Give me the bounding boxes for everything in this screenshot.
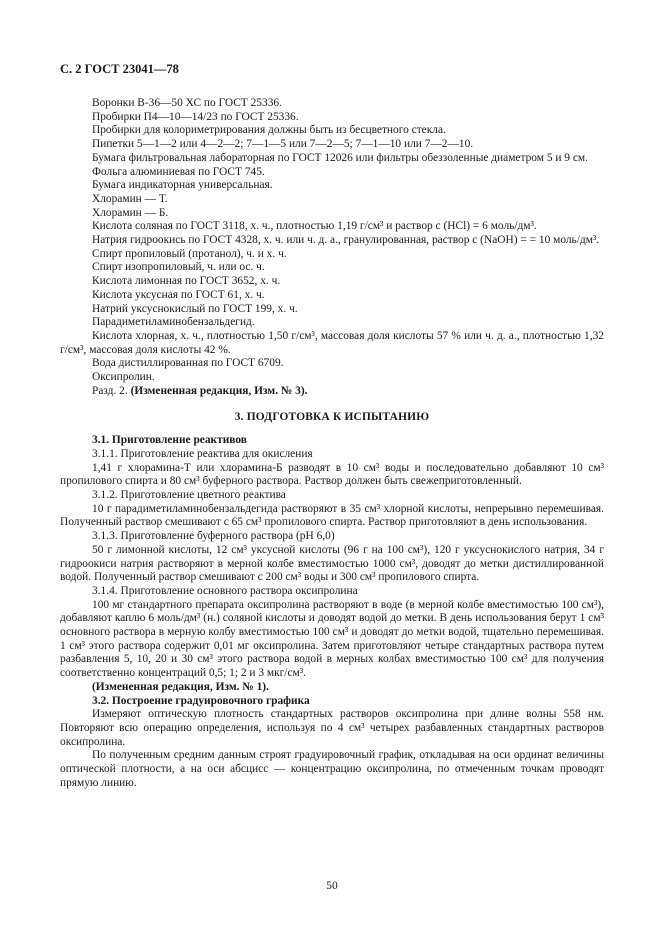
material-item: Кислота уксусная по ГОСТ 61, х. ч. — [92, 288, 265, 301]
section-3-title: 3. ПОДГОТОВКА К ИСПЫТАНИЮ — [234, 411, 430, 424]
material-item: Вода дистиллированная по ГОСТ 6709. — [92, 357, 284, 370]
material-item: Спирт изопропиловый, ч. или ос. ч. — [92, 261, 265, 274]
material-item: Пробирки для колориметрирования должны быть из бесцветного стекла. — [92, 124, 446, 137]
subsection-3-1-3-title: 3.1.3. Приготовление буферного раствора (рН 6,0) — [92, 530, 335, 543]
material-item: Кислота соляная по ГОСТ 3118, х. ч., плотностью 1,19 г/см³ и раствор c (HCl) = 6 моль/дм³. — [92, 220, 537, 233]
material-item: Оксипролин. — [92, 371, 155, 384]
subsection-3-1-2-title: 3.1.2. Приготовление цветного реактива — [92, 488, 286, 501]
subsection-3-1-4-title: 3.1.4. Приготовление основного раствора оксипролина — [92, 584, 358, 597]
subsection-3-1-1-title: 3.1.1. Приготовление реактива для окисления — [92, 447, 313, 460]
subsection-3-1-4-text: 100 мг стандартного препарата оксипролина растворяют в воде (в мерной колбе вместимостью 100 см³), добавляют каплю 6 моль/дм³ (н.) соляной кислоты и доводят водой до метки. В день использования берут 1 см³ основного раствора в мерную колбу вместимостью 100 см³ и доводят до метки водой, тщательно перемешивая. 1 см³ этого раствора содержит 0,01 мг оксипролина. Затем приготовляют четыре стандартных раствора путем разбавления 5, 10, 20 и 30 см³ этого раствора водой в мерных колбах вместимостью 100 см³ для получения соответственно концентраций 0,5; 1; 2 и 3 мкг/см³. — [60, 598, 604, 680]
page-header: С. 2 ГОСТ 23041—78 — [60, 62, 179, 76]
subsection-3-2-text-2: По полученным средним данным строят градуировочный график, откладывая на оси ординат величины оптической плотности, а на оси абсцисс — концентрацию оксипролина, по отмеченным точкам проводят прямую линию. — [60, 749, 604, 789]
material-item: Пробирки П4—10—14/23 по ГОСТ 25336. — [92, 110, 299, 123]
material-item: Кислота лимонная по ГОСТ 3652, х. ч. — [92, 275, 281, 288]
revision-note-section2 — [60, 385, 604, 399]
subsection-3-1-title: 3.1. Приготовление реактивов — [92, 434, 247, 447]
subsection-3-2-text-1: Измеряют оптическую плотность стандартных растворов оксипролина при длине волны 558 нм. Повторяют всю операцию определения, используя по 4 см³ четырех разбавленных стандартных растворов оксипролина. — [60, 708, 604, 748]
material-item: Фольга алюминиевая по ГОСТ 745. — [92, 165, 265, 178]
subsection-3-1-3-text: 50 г лимонной кислоты, 12 см³ уксусной кислоты (96 г на 100 см³), 120 г уксуснокислого натрия, 34 г гидроокиси натрия растворяют в мерной колбе вместимостью 1000 см³, доводят до метки дистиллированной водой. Полученный раствор смешивают с 200 см³ воды и 300 см³ пропилового спирта. — [60, 543, 604, 584]
materials-list — [60, 97, 604, 385]
material-item: Пипетки 5—1—2 или 4—2—2; 7—1—5 или 7—2—5; 7—1—10 или 7—2—10. — [92, 138, 474, 151]
material-item: Кислота хлорная, х. ч., плотностью 1,50 г/см³, массовая доля кислоты 57 % или ч. д. а., плотностью 1,32 г/см³, массовая доля кислоты 42 %. — [60, 329, 604, 356]
subsection-3-1-1-text: 1,41 г хлорамина-Т или хлорамина-Б разводят в 10 см³ воды и последовательно добавляют 10 см³ пропилового спирта и 80 см³ буферного раствора. Раствор должен быть свежеприготовленный. — [60, 461, 604, 488]
document-body — [60, 97, 604, 790]
material-item: Спирт пропиловый (протанол), ч. и х. ч. — [92, 247, 287, 260]
material-item: Бумага фильтровальная лабораторная по ГОСТ 12026 или фильтры обеззоленные диаметром 5 и 9 см. — [92, 151, 588, 164]
material-item: Натрия гидроокись по ГОСТ 4328, х. ч. или ч. д. а., гранулированная, раствор c (NaOH) = = 10 моль/дм³. — [92, 234, 600, 247]
page-number: 50 — [326, 880, 338, 892]
razd-prefix: Разд. 2. — [92, 384, 128, 397]
material-item: Хлорамин — Б. — [92, 206, 169, 219]
revision-note-izm1: (Измененная редакция, Изм. № 1). — [92, 680, 269, 693]
material-item: Бумага индикаторная универсальная. — [92, 179, 273, 192]
material-item: Натрий уксуснокислый по ГОСТ 199, х. ч. — [92, 302, 298, 315]
material-item: Парадиметиламинобензальдегид. — [92, 316, 255, 329]
subsection-3-2-title: 3.2. Построение градуировочного графика — [92, 694, 310, 707]
subsection-3-1-2-text: 10 г парадиметиламинобензальдегида растворяют в 35 см³ хлорной кислоты, непрерывно перемешивая. Полученный раствор смешивают с 65 см³ пропилового спирта. Раствор приготовляют в день использования. — [60, 502, 604, 529]
razd-note: (Измененная редакция, Изм. № 3). — [130, 384, 308, 397]
material-item: Воронки В-36—50 ХС по ГОСТ 25336. — [92, 97, 282, 109]
material-item: Хлорамин — Т. — [92, 192, 168, 205]
